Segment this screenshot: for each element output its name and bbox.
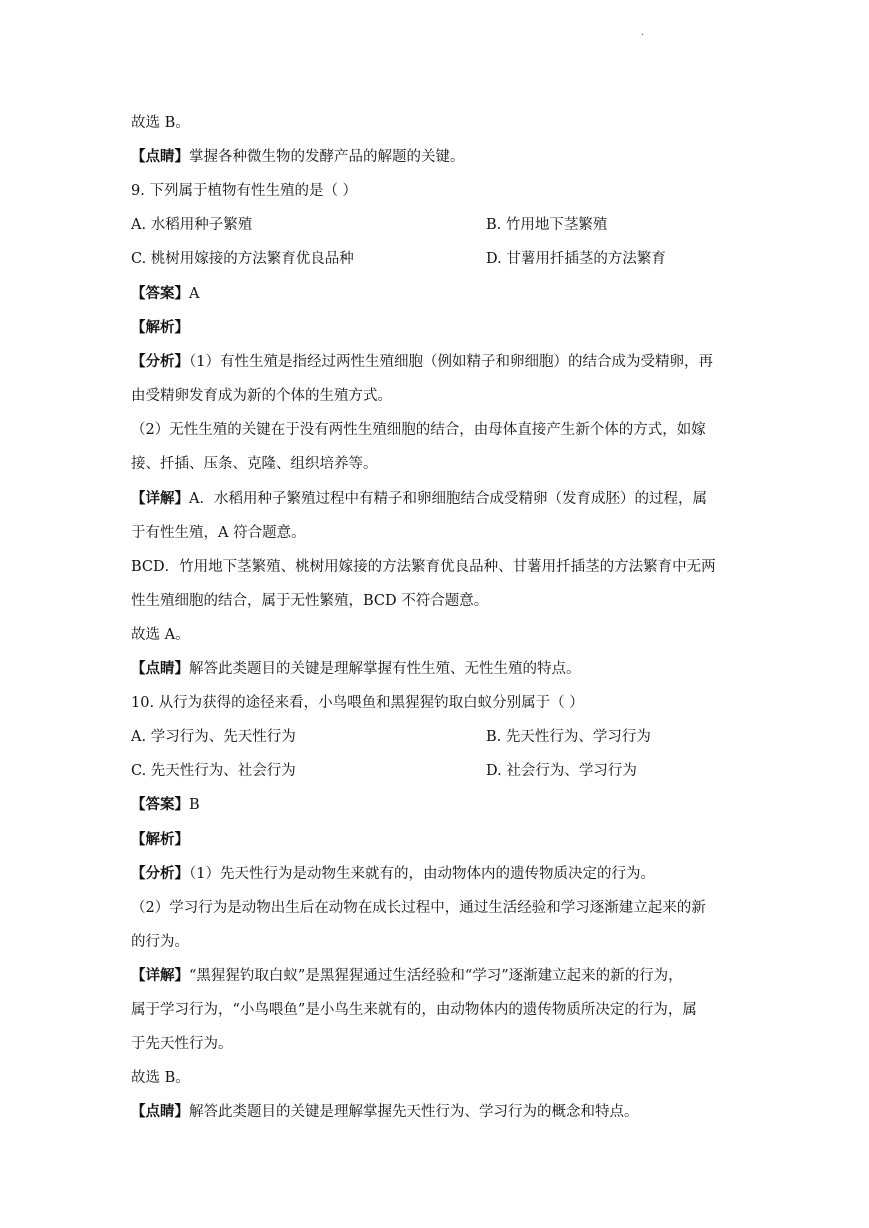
header-dot: ·	[641, 30, 645, 41]
q10-jiexi-tag: 【解析】	[131, 832, 189, 848]
q9-xiangjie-1a	[131, 490, 707, 508]
q10-fenxi-2b: 的行为。	[131, 934, 189, 950]
q9-answer	[131, 285, 199, 303]
fenxi-tag: 【分析】	[131, 866, 189, 882]
q10-xiangjie-1c: 于先天性行为。	[131, 1036, 233, 1052]
dianjing-tag: 【点睛】	[131, 1104, 189, 1120]
q10-final: 故选 B。	[131, 1070, 190, 1086]
q10-fenxi-1a	[131, 865, 655, 883]
q10-option-a: A. 学习行为、先天性行为	[131, 729, 296, 745]
answer-tag: 【答案】	[131, 797, 189, 813]
xiangjie-text: A．水稻用种子繁殖过程中有精子和卵细胞结合成受精卵（发育成胚）的过程，属	[189, 491, 707, 507]
prev-answer-final: 故选 B。	[131, 115, 190, 131]
fenxi-text: （1）先天性行为是动物生来就有的，由动物体内的遗传物质决定的行为。	[189, 866, 655, 882]
q9-option-b: B. 竹用地下茎繁殖	[486, 217, 608, 233]
xiangjie-tag: 【详解】	[131, 491, 189, 507]
q9-option-a: A. 水稻用种子繁殖	[131, 217, 253, 233]
dianjing-text: 掌握各种微生物的发酵产品的解题的关键。	[189, 149, 465, 165]
dianjing-tag: 【点睛】	[131, 149, 189, 165]
q9-fenxi-2a: （2）无性生殖的关键在于没有两性生殖细胞的结合，由母体直接产生新个体的方式，如嫁	[131, 422, 706, 438]
q10-stem: 10. 从行为获得的途径来看，小鸟喂鱼和黑猩猩钓取白蚁分别属于（ ）	[131, 695, 584, 711]
q9-option-c: C. 桃树用嫁接的方法繁育优良品种	[131, 251, 354, 267]
q10-option-d: D. 社会行为、学习行为	[486, 763, 637, 779]
q10-fenxi-2a: （2）学习行为是动物出生后在动物在成长过程中，通过生活经验和学习逐渐建立起来的新	[131, 900, 706, 916]
q9-option-d: D. 甘薯用扦插茎的方法繁育	[486, 251, 666, 267]
fenxi-text: （1）有性生殖是指经过两性生殖细胞（例如精子和卵细胞）的结合成为受精卵，再	[189, 354, 713, 370]
q10-answer	[131, 796, 200, 814]
fenxi-tag: 【分析】	[131, 354, 189, 370]
q9-fenxi-1b: 由受精卵发育成为新的个体的生殖方式。	[131, 388, 392, 404]
q10-xiangjie-1b: 属于学习行为，“小鸟喂鱼”是小鸟生来就有的，由动物体内的遗传物质所决定的行为，属	[131, 1002, 697, 1018]
dianjing-text: 解答此类题目的关键是理解掌握有性生殖、无性生殖的特点。	[189, 661, 581, 677]
q9-final: 故选 A。	[131, 627, 190, 643]
xiangjie-text: “黑猩猩钓取白蚁”是黑猩猩通过生活经验和“学习”逐渐建立起来的新的行为，	[189, 968, 683, 984]
q9-xiangjie-1b: 于有性生殖，A 符合题意。	[131, 525, 306, 541]
dianjing-tag: 【点睛】	[131, 661, 189, 677]
q9-xiangjie-2b: 性生殖细胞的结合，属于无性繁殖，BCD 不符合题意。	[131, 593, 489, 609]
prev-dianjing	[131, 148, 465, 166]
q9-jiexi-tag: 【解析】	[131, 320, 189, 336]
q9-stem: 9. 下列属于植物有性生殖的是（ ）	[131, 183, 358, 199]
q10-dianjing	[131, 1103, 639, 1121]
dianjing-text: 解答此类题目的关键是理解掌握先天性行为、学习行为的概念和特点。	[189, 1104, 639, 1120]
q9-fenxi-2b: 接、扦插、压条、克隆、组织培养等。	[131, 456, 378, 472]
q10-option-b: B. 先天性行为、学习行为	[486, 729, 651, 745]
q9-xiangjie-2a: BCD．竹用地下茎繁殖、桃树用嫁接的方法繁育优良品种、甘薯用扦插茎的方法繁育中无两	[131, 559, 716, 575]
q9-fenxi-1a	[131, 353, 713, 371]
q9-dianjing	[131, 660, 581, 678]
answer-text: B	[189, 797, 200, 813]
answer-text: A	[189, 286, 200, 302]
xiangjie-tag: 【详解】	[131, 968, 189, 984]
q10-option-c: C. 先天性行为、社会行为	[131, 763, 296, 779]
q10-xiangjie-1a	[131, 967, 683, 985]
answer-tag: 【答案】	[131, 286, 189, 302]
